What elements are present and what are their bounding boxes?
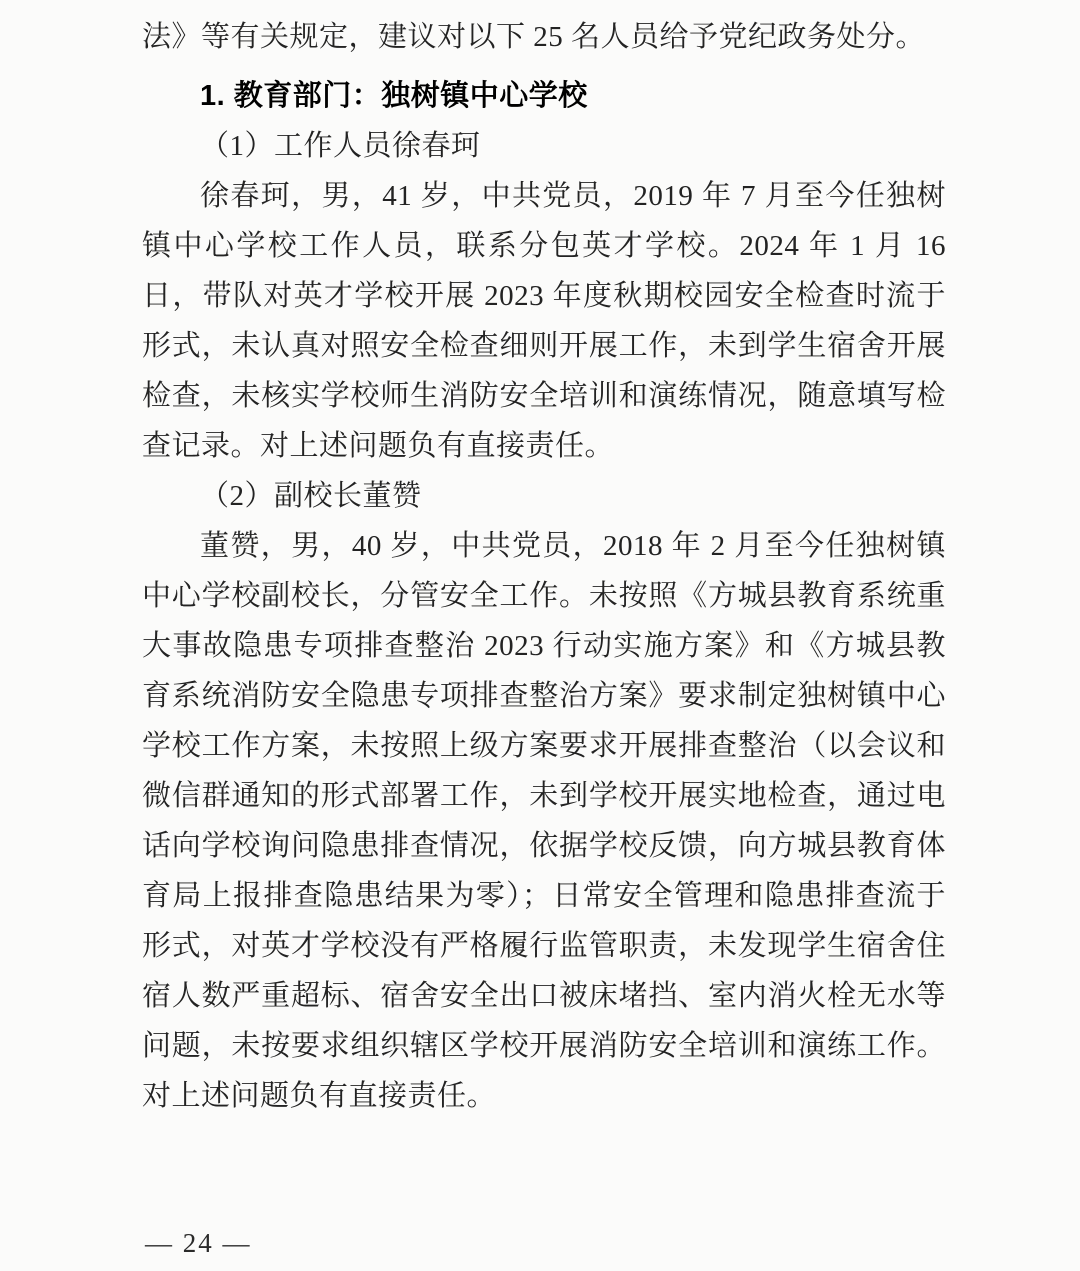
body-paragraph-2: 董赞，男，40 岁，中共党员，2018 年 2 月至今任独树镇中心学校副校长，分管安全工作。未按照《方城县教育系统重大事故隐患专项排查整治 2023 行动实施方案》和《方城县教育系统消防安全隐患专项排查整治方案》要求制定独树镇中心学校工作方案，未按照上级方案要求开展排查整治（以会议和微信群通知的形式部署工作，未到学校开展实地检查，通过电话向学校询问隐患排查情况，依据学校反馈，向方城县教育体育局上报排查隐患结果为零）；日常安全管理和隐患排查流于形式，对英才学校没有严格履行监管职责，未发现学生宿舍住宿人数严重超标、宿舍安全出口被床堵挡、室内消火栓无水等问题，未按要求组织辖区学校开展消防安全培训和演练工作。对上述问题负有直接责任。	[142, 530, 946, 1112]
subitem-heading-2: （2）副校长董赞	[200, 480, 422, 512]
body-paragraph-1: 徐春珂，男，41 岁，中共党员，2019 年 7 月至今任独树镇中心学校工作人员，联系分包英才学校。2024 年 1 月 16 日，带队对英才学校开展 2023 年度秋期校园安全检查时流于形式，未认真对照安全检查细则开展工作，未到学生宿舍开展检查，未核实学校师生消防安全培训和演练情况，随意填写检查记录。对上述问题负有直接责任。	[142, 180, 946, 462]
subitem-heading-1: （1）工作人员徐春珂	[200, 130, 481, 162]
page-number: — 24 —	[145, 1228, 252, 1258]
continuation-paragraph: 法》等有关规定，建议对以下 25 名人员给予党纪政务处分。	[142, 21, 926, 53]
section-heading: 1. 教育部门：独树镇中心学校	[200, 80, 588, 112]
